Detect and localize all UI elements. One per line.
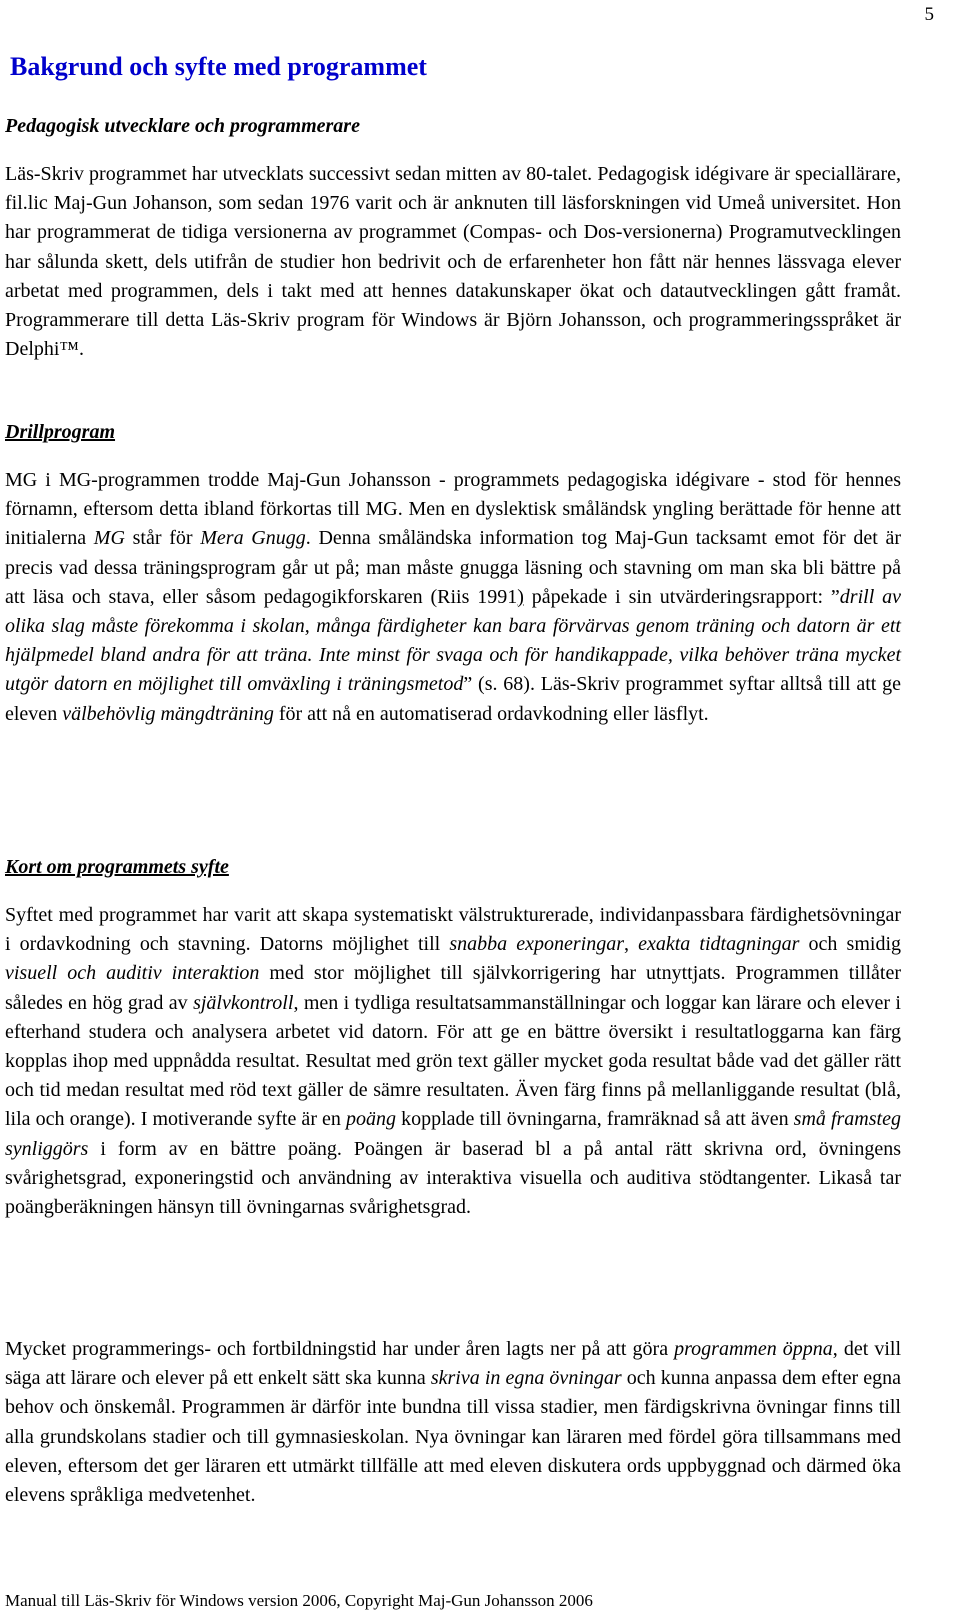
emphasis-text: små framsteg synliggörs bbox=[5, 1108, 901, 1160]
emphasis-text: poäng bbox=[346, 1108, 396, 1131]
text-run: Läs-Skriv programmet har utvecklats successivt sedan mitten av 80-talet. Pedagogisk idégivare är speciallärare, fil.lic Maj-Gun Johanson, som sedan 1976 varit och är anknuten till läsforskningen vid Umeå universitet. Hon har programmerat de tidiga versionerna av programmet (Compas- och Dos-versionerna) Programutvecklingen har sålunda skett, dels utifrån de studier hon bedrivit och de erfarenheter hon fått när hennes lässvaga elever arbetat med programmen, dels i takt med att hennes datakunskaper ökat och datautvecklingen gått framåt. Programmerare till detta Läs-Skriv program för Windows är Björn Johansson, och programmeringsspråket är Delphi™. bbox=[5, 163, 901, 361]
emphasis-text: visuell och auditiv interaktion bbox=[5, 962, 260, 985]
section-heading-kort-om-syfte: Kort om programmets syfte bbox=[5, 856, 229, 878]
emphasis-text: programmen öppna bbox=[674, 1338, 833, 1360]
emphasis-text: välbehövlig mängdträning bbox=[62, 702, 274, 725]
emphasis-text: MG bbox=[93, 527, 125, 550]
paragraph bbox=[5, 1335, 901, 1510]
page-number: 5 bbox=[924, 4, 934, 25]
text-run: MG i MG-programmen trodde Maj-Gun Johansson - programmets pedagogiska idégivare - stod för hennes förnamn, eftersom detta ibland förkortas till MG. Men en dyslektisk småländsk yngling berättade för henne att initialerna bbox=[5, 469, 901, 550]
emphasis-text: skriva in egna övningar bbox=[430, 1367, 622, 1390]
text-run: påpekade i sin utvärderingsrapport: ” bbox=[523, 585, 840, 608]
text-run: , men i tydliga resultatsammanställningar och loggar kan lärare och elever i efterhand studera och analysera arbetet vid datorn. För att ge en bättre översikt i resultatloggarna kan färg kopplas ihop med uppnådda resultat. Resultat med grön text gäller mycket goda resultat både vad det gäller rätt och tid medan resultat med röd text gäller de sämre resultaten. Även färg finns på mellanliggande resultat (blå, lila och orange). I motiverande syfte är en bbox=[5, 991, 901, 1131]
text-run: ) bbox=[517, 585, 524, 608]
page-title: Bakgrund och syfte med programmet bbox=[10, 52, 427, 81]
emphasis-text: snabba exponeringar bbox=[449, 933, 624, 956]
text-run: Mycket programmerings- och fortbildningstid har under åren lagts ner på att göra bbox=[5, 1338, 675, 1360]
text-run: i form av en bättre poäng. Poängen är baserad bl a på antal rätt skrivna ord, övningens svårighetsgrad, exponeringstid och användning av interaktiva visuella och auditiva stödtangenter. Likaså tar poängberäkningen hänsyn till övningarnas svårighetsgrad. bbox=[5, 1137, 901, 1219]
text-run: kopplade till övningarna, framräknad så att även bbox=[396, 1108, 794, 1131]
page-footer: Manual till Läs-Skriv för Windows version 2006, Copyright Maj-Gun Johansson 2006 bbox=[5, 1591, 593, 1610]
text-run: och kunna anpassa dem efter egna behov och önskemål. Programmen är därför inte bundna till vissa stadier, men färdigskrivna övningar finns till alla grundskolans stadier och till gymnasieskolan. Nya övningar kan läraren med fördel göra tillsammans med eleven, eftersom det ger läraren ett utmärkt tillfälle att med eleven diskutera ords uppbyggnad och därmed öka elevens språkliga medvetenhet. bbox=[5, 1367, 901, 1507]
section-heading-drillprogram: Drillprogram bbox=[5, 421, 116, 443]
emphasis-text: självkontroll bbox=[193, 991, 294, 1014]
text-run: , det vill säga att lärare och elever på ett enkelt sätt ska kunna bbox=[5, 1338, 902, 1390]
text-run: för att nå en automatiserad ordavkodning eller läsflyt. bbox=[273, 702, 709, 725]
text-run: står för bbox=[124, 527, 201, 550]
text-run: , bbox=[623, 933, 639, 956]
emphasis-text: Mera Gnugg bbox=[200, 527, 306, 550]
emphasis-text: exakta tidtagningar bbox=[638, 933, 800, 956]
paragraph bbox=[5, 901, 901, 1222]
paragraph bbox=[5, 160, 901, 364]
text-run: ” (s. 68). Läs-Skriv programmet syftar alltså till att ge eleven bbox=[5, 673, 901, 725]
section-heading-pedagogisk: Pedagogisk utvecklare och programmerare bbox=[5, 115, 360, 137]
text-run: . Denna småländska information tog Maj-Gun tacksamt emot för det är precis vad dessa träningsprogram går ut på; man måste gnugga läsning och stavning om man ska bli bättre på att läsa och stava, eller såsom pedagogikforskaren (Riis 1991 bbox=[5, 527, 902, 608]
paragraph bbox=[5, 466, 901, 729]
text-run: med stor möjlighet till självkorrigering har utnyttjats. Programmen tillåter således en hög grad av bbox=[5, 962, 901, 1014]
text-run: Syftet med programmet har varit att skapa systematiskt välstrukturerade, individanpassbara färdighetsövningar i ordavkodning och stavning. Datorns möjlighet till bbox=[5, 904, 901, 956]
emphasis-text: drill av olika slag måste förekomma i skolan, många färdigheter kan bara förvärvas genom träning och datorn är ett hjälpmedel bland andra för att träna. Inte minst för svaga och för handikappade, vilka behöver träna mycket utgör datorn en möjlighet till omväxling i träningsmetod bbox=[5, 585, 901, 696]
text-run: och smidig bbox=[799, 933, 901, 956]
